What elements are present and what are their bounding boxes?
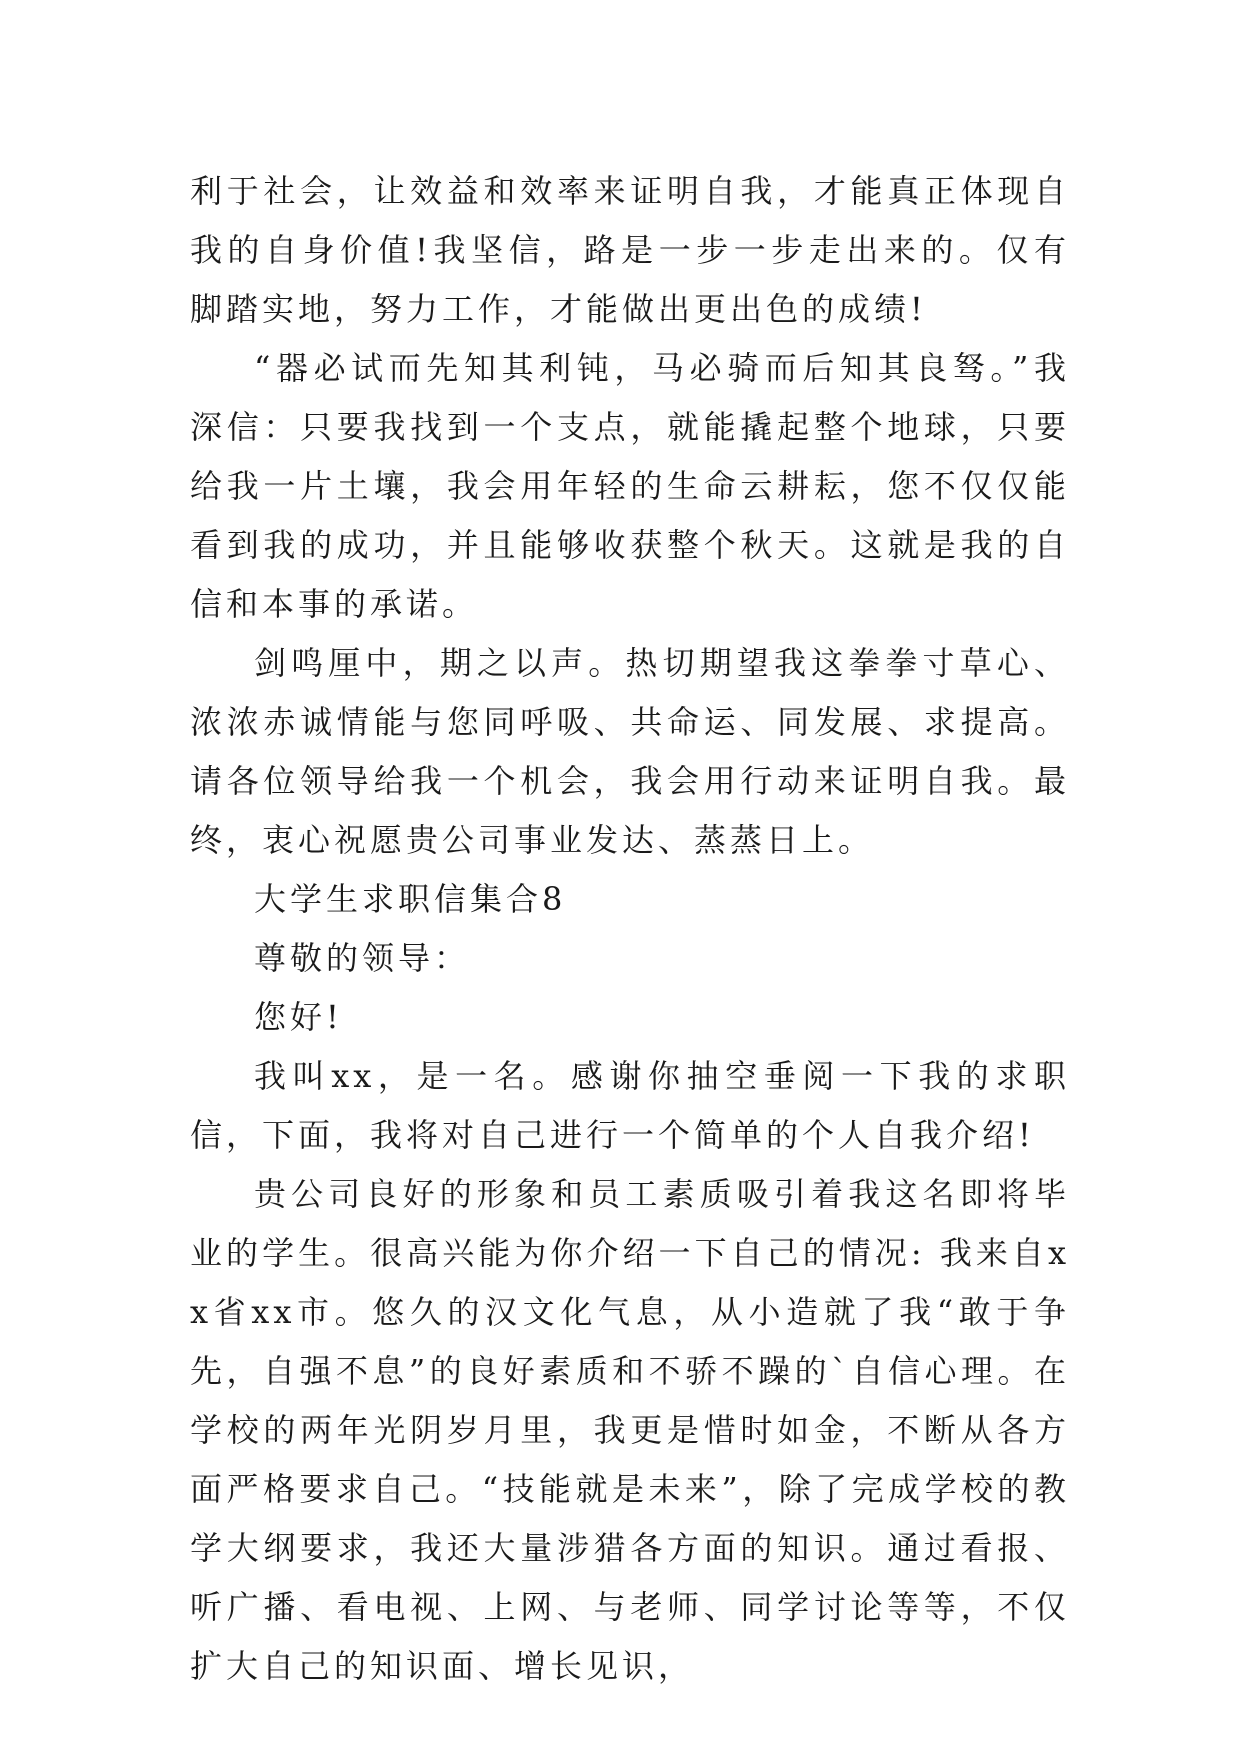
section-title: 大学生求职信集合8 xyxy=(254,880,567,918)
salutation: 尊敬的领导： xyxy=(254,939,471,977)
greeting: 您好! xyxy=(254,998,343,1036)
paragraph-quote: “器必试而先知其利钝，马必骑而后知其良驽。”我深信：只要我找到一个支点，就能撬起整个地球，只要给我一片土壤，我会用年轻的生命云耕耘，您不仅仅能看到我的成功，并且能够收获整个秋天。这就是我的自信和本事的承诺。 xyxy=(190,349,1070,623)
paragraph-intro: 我叫xx，是一名。感谢你抽空垂阅一下我的求职信，下面，我将对自己进行一个简单的个人自我介绍! xyxy=(190,1057,1070,1154)
body-text xyxy=(190,162,1070,1696)
paragraph-background: 贵公司良好的形象和员工素质吸引着我这名即将毕业的学生。很高兴能为你介绍一下自己的情况: 我来自xx省xx市。悠久的汉文化气息，从小造就了我“敢于争先，自强不息”的良好素质和不骄不躁的`自信心理。在学校的两年光阴岁月里，我更是惜时如金，不断从各方面严格要求自己。“技能就是未来”，除了完成学校的教学大纲要求，我还大量涉猎各方面的知识。通过看报、听广播、看电视、上网、与老师、同学讨论等等，不仅扩大自己的知识面、增长见识， xyxy=(190,1175,1070,1685)
paragraph-continuation: 利于社会，让效益和效率来证明自我，才能真正体现自我的自身价值!我坚信，路是一步一步走出来的。仅有脚踏实地，努力工作，才能做出更出色的成绩! xyxy=(190,172,1070,328)
paragraph-closing: 剑鸣厘中，期之以声。热切期望我这拳拳寸草心、浓浓赤诚情能与您同呼吸、共命运、同发展、求提高。请各位领导给我一个机会，我会用行动来证明自我。最终，衷心祝愿贵公司事业发达、蒸蒸日上。 xyxy=(190,644,1070,859)
